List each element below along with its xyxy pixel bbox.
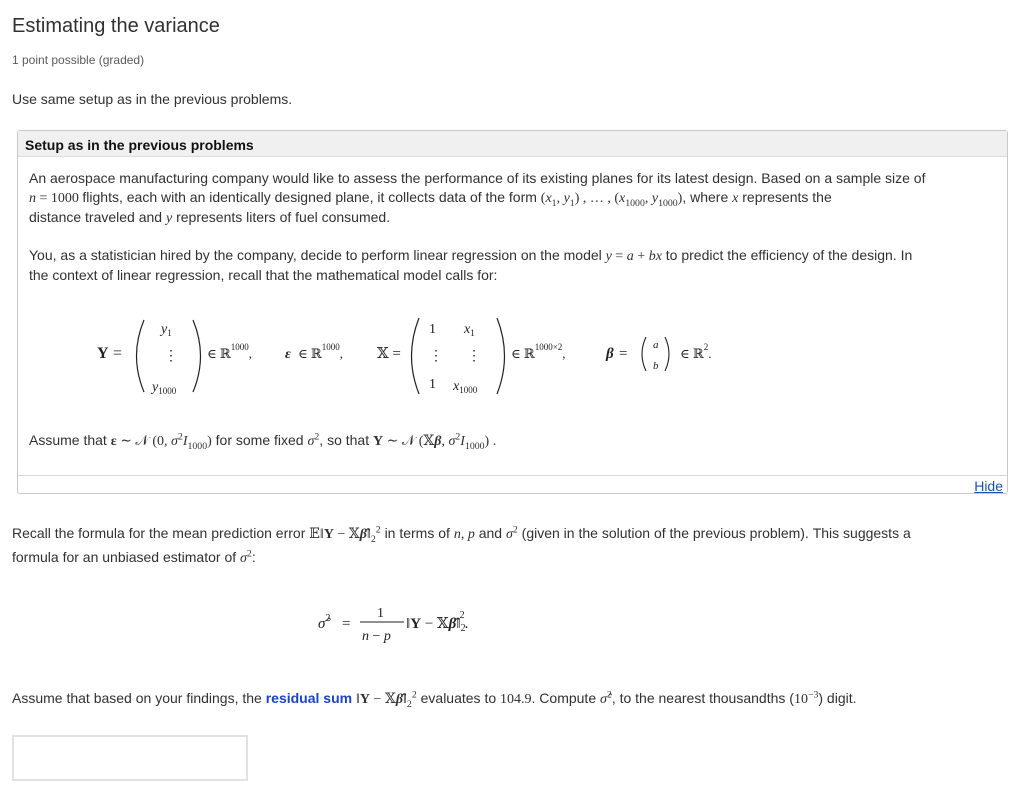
svg-text:σ̂2: σ̂$^2$ bbox=[318, 613, 331, 632]
svg-text:x1000: $x_{1000}$ bbox=[453, 379, 478, 395]
svg-text:b: b bbox=[653, 360, 659, 372]
svg-text:∈ ℝ1000×2,: ∈ ℝ$^{1000\times 2}$, bbox=[511, 342, 566, 361]
svg-text:n − p: n − p bbox=[362, 629, 391, 644]
svg-text:‖Y − 𝕏β̂‖22.: ‖Y − $𝕏\betâ‖_22$. bbox=[406, 610, 469, 634]
svg-text:ε: ε bbox=[285, 347, 291, 362]
setup-paragraph-2: You, as a statistician hired by the company, decide to perform linear regression on the model y = a + bx to predict the efficiency of the design. In the context of linear regression, recall that the mathematical model calls for: bbox=[29, 247, 913, 283]
svg-text:=: = bbox=[619, 346, 628, 362]
svg-text:=: = bbox=[113, 345, 123, 362]
svg-text:y1: $y_1$ bbox=[161, 322, 172, 338]
final-paragraph: Assume that based on your findings, the residual sum ‖Y − $𝕏\betâ‖_2^2$ evaluates to 104.9. Compute σ̂$^2$, to the nearest thousandths $(10^{-3})$ digit. bbox=[12, 689, 857, 710]
setup-paragraph-1: An aerospace manufacturing company would like to assess the performance of its existing planes for its latest design. Based on a sample size of n = 1000 flights, each with an identically designed plane, it collects data of the form ($x_1$, $y_1$) , … , ($x_{1000}$, $y_{1000}$), where x represents the distance traveled and y represents liters of fuel consumed. bbox=[29, 170, 926, 226]
svg-text:y1000: $y_{1000}$ bbox=[152, 380, 177, 396]
recall-paragraph: Recall the formula for the mean prediction error 𝔼‖Y − $𝕏\betâ‖_2^2$ in terms of n, p and $\sigma^2$ (given in the solution of the previous problem). This suggests a formula for an unbiased estimator of $\sigma^2$: bbox=[12, 524, 911, 566]
hide-button[interactable]: Hide bbox=[974, 478, 1003, 494]
points-label: 1 point possible (graded) bbox=[12, 53, 145, 67]
svg-text:1: 1 bbox=[429, 377, 436, 392]
residual-value: 104.9 bbox=[500, 692, 532, 707]
svg-text:∈ ℝ1000,: ∈ ℝ$^{1000}$, bbox=[207, 342, 252, 361]
svg-text:x1: $x_1$ bbox=[464, 322, 475, 338]
svg-text:Y: Y bbox=[97, 345, 109, 362]
svg-text:a: a bbox=[653, 339, 659, 351]
intro-text: Use same setup as in the previous problems. bbox=[12, 91, 293, 107]
problem-title: Estimating the variance bbox=[12, 15, 220, 37]
svg-text:∈ ℝ1000,: ∈ ℝ$^{1000}$, bbox=[298, 342, 343, 361]
svg-text:1: 1 bbox=[377, 606, 384, 621]
svg-text:⋮: ⋮ bbox=[467, 349, 481, 364]
svg-text:⋮: ⋮ bbox=[429, 349, 443, 364]
residual-sum-term: residual sum bbox=[265, 690, 353, 706]
svg-text:𝕏 =: 𝕏 = bbox=[377, 346, 401, 362]
svg-text:∈ ℝ2.: ∈ ℝ$^2$. bbox=[680, 342, 712, 361]
svg-text:=: = bbox=[342, 616, 351, 632]
svg-text:⋮: ⋮ bbox=[164, 349, 178, 364]
answer-input[interactable] bbox=[12, 735, 248, 781]
setup-paragraph-3: Assume that ε ∼ 𝒩 (0, $\sigma^2I_{1000}$) for some fixed $\sigma^2$, so that Y ∼ 𝒩 (𝕏β, $\sigma^2I_{1000}$) . bbox=[29, 431, 497, 452]
svg-text:β: β bbox=[606, 346, 614, 362]
svg-text:1: 1 bbox=[429, 322, 436, 337]
setup-heading: Setup as in the previous problems bbox=[18, 131, 1007, 157]
